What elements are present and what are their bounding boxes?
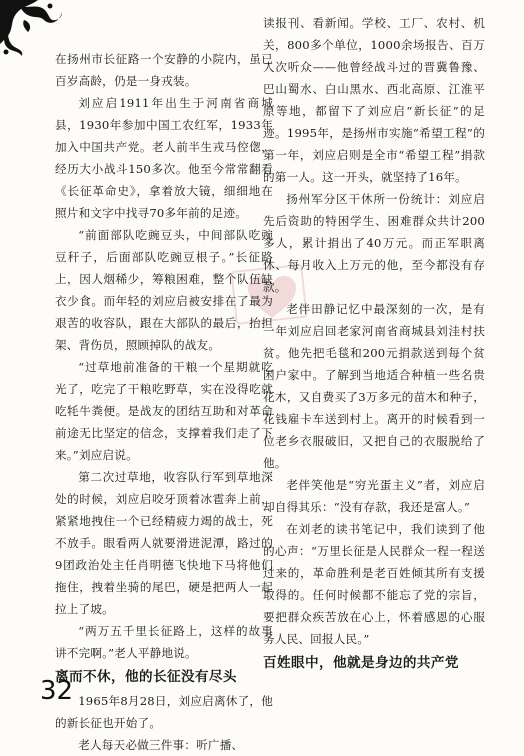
paragraph: “两万五千里长征路上，这样的故事讲不完啊。”老人平静地说。 [55, 624, 273, 660]
paragraph: 老伴田静记忆中最深刻的一次，是有一年刘应启回老家河南省商城县刘洼村扶贫。他先把毛毯和200元捐款送到每个贫困户家中。了解到当地适合种植一些名贵花木，又自费买了3万多元的苗木和种子，花钱雇卡车送到村上。离开的时候看到一位老乡衣服破旧，又把自己的衣服脱给了他。 [263, 302, 485, 470]
paragraph: 读报刊、看新闻。学校、工厂、农村、机关，800多个单位，1000余场报告、百万人次听众——他曾经战斗过的晋冀鲁豫、巴山蜀水、白山黑水、西北高原、江淮平原等地，都留下了刘应启“新长征”的足迹。1995年，是扬州市实施“希望工程”的第一年，刘应启则是全市“希望工程”捐款的第一人。这一开头，就坚持了16年。 [263, 16, 485, 184]
paragraph: “过草地前准备的干粮一个星期就吃光了，吃完了干粮吃野草，实在没得吃就吃牦牛粪便。是战友的团结互助和对革命前途无比坚定的信念，支撑着我们走了下来。”刘应启说。 [55, 360, 273, 462]
paragraph: 第二次过草地，收容队行军到草地深处的时候，刘应启咬牙顶着冰雹奔上前，紧紧地拽住一个已经精疲力竭的战士，死不放手。眼看两人就要滑进泥潭，路过的9团政治处主任肖明德飞快地下马将他们拖住，拽着坐骑的尾巴，硬是把两人一起拉上了坡。 [55, 470, 273, 616]
paragraph: 扬州军分区干休所一份统计：刘应启先后资助的特困学生、困难群众共计200多人，累计捐出了40万元。而正军职离休、每月收入上万元的他，至今都没有存款。 [263, 192, 485, 294]
page-number: 32 [40, 676, 74, 706]
section-heading: 百姓眼中，他就是身边的共产党 [263, 655, 459, 671]
paragraph: 老人每天必做三件事：听广播、 [78, 738, 244, 752]
paragraph: 在刘老的读书笔记中，我们读到了他的心声：“万里长征是人民群众一程一程送过来的，革命胜利是老百姓倾其所有支援取得的。任何时候都不能忘了党的宗旨，要把群众疾苦放在心上，怀着感恩的心服务人民、回报人民。” [263, 522, 485, 646]
paragraph: 1965年8月28日，刘应启离休了，他的新长征也开始了。 [55, 694, 273, 730]
right-column [263, 12, 485, 676]
paragraph: 刘应启1911年出生于河南省商城县，1930年参加中国工农红军，1933年加入中国共产党。老人前半生戎马倥偬，经历大小战斗150多次。他至今常常翻看《长征革命史》，拿着放大镜，细细地在照片和文字中找寻70多年前的足迹。 [55, 96, 273, 220]
paragraph: “前面部队吃豌豆头，中间部队吃豌豆秆子，后面部队吃豌豆根子。”长征路上，因人烟稀少，筹粮困难，整个队伍缺衣少食。而年轻的刘应启被安排在了最为艰苦的收容队，跟在大部队的最后，抬担架、背伤员，照顾掉队的战友。 [55, 228, 273, 352]
section-heading: 离而不休，他的长征没有尽头 [55, 669, 237, 685]
paragraph: 老伴笑他是“穷光蛋主义”者，刘应启却自得其乐：“没有存款，我还是富人。” [263, 478, 485, 514]
left-column [55, 48, 273, 756]
paragraph: 在扬州市长征路一个安静的小院内，虽已百岁高龄，仍是一身戎装。 [55, 52, 273, 88]
